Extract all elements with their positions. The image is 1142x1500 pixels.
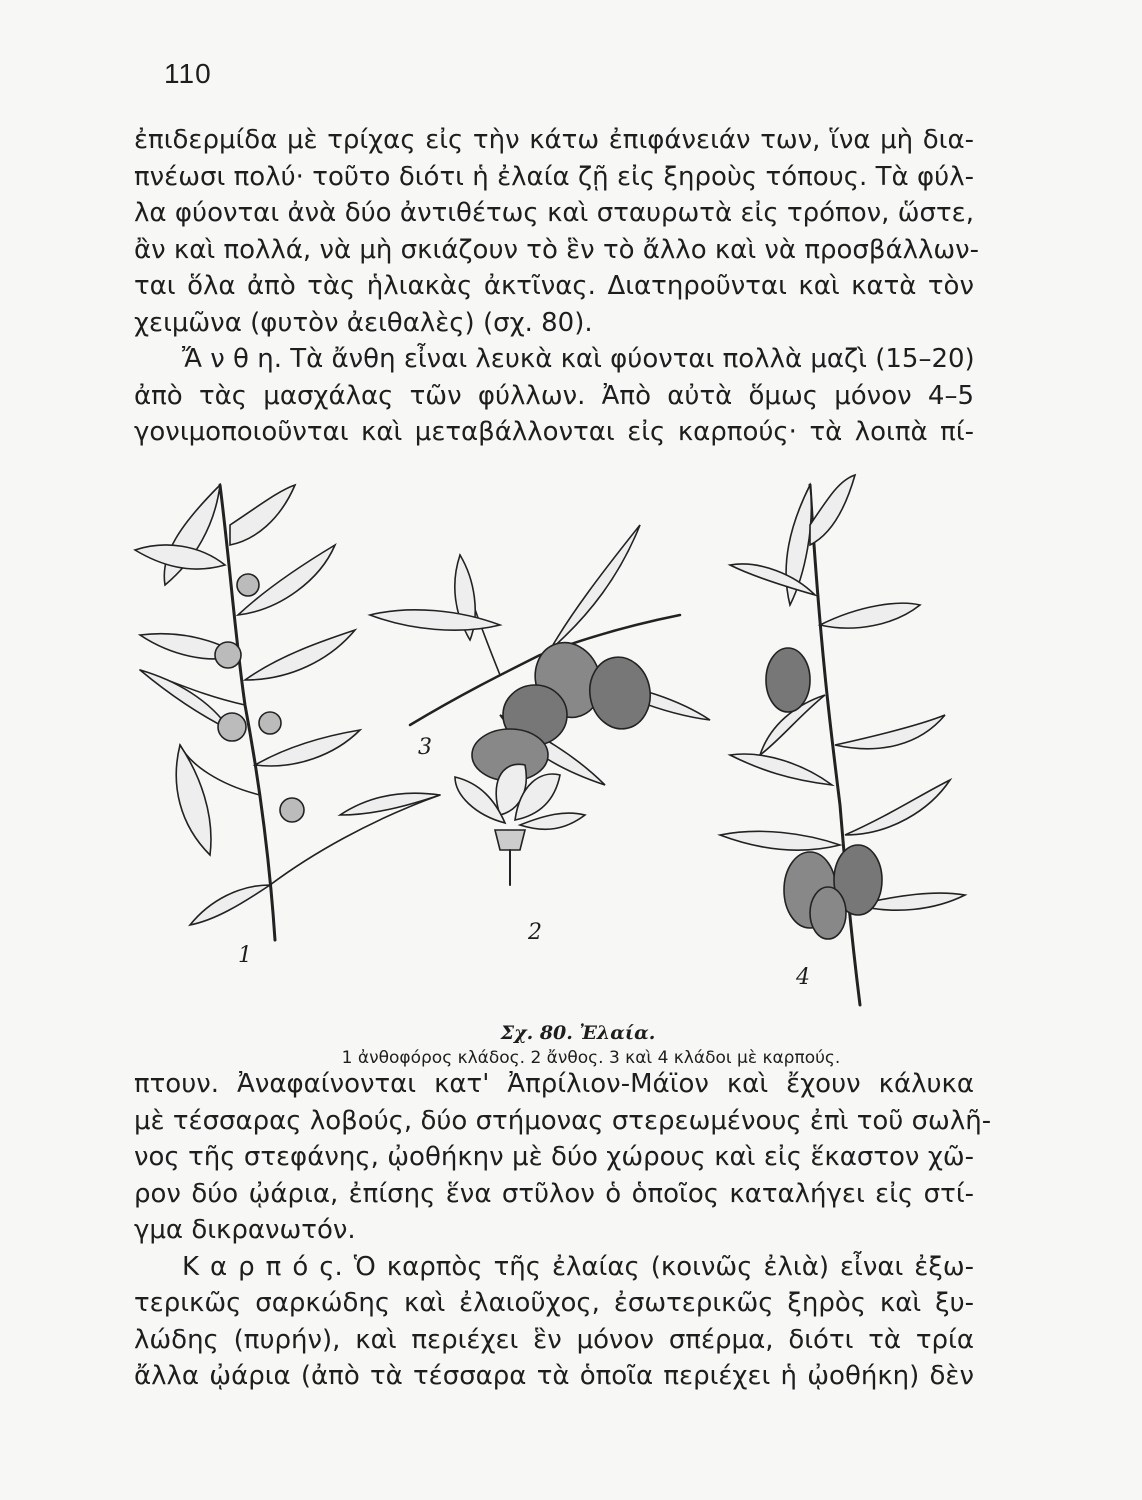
page-number: 110: [164, 58, 212, 89]
text-line: λα φύονται ἀνὰ δύο ἀντιθέτως καὶ σταυρωτὰ εἰς τρόπον, ὥστε,: [134, 198, 974, 228]
text-line: τερικῶς σαρκώδης καὶ ἐλαιοῦχος, ἐσωτερικῶς ξηρὸς καὶ ξυ-: [134, 1288, 974, 1318]
text-line: ἂν καὶ πολλά, νὰ μὴ σκιάζουν τὸ ἓν τὸ ἄλλο καὶ νὰ προσβάλλων-: [134, 234, 980, 265]
figure-caption-text: 1 ἀνθοφόρος κλάδος. 2 ἄνθος. 3 καὶ 4 κλάδοι μὲ καρπούς.: [341, 1048, 841, 1068]
olive-illustration: [120, 465, 980, 1020]
figure-label-1: 1: [238, 943, 252, 968]
figure-label-4: 4: [796, 965, 810, 990]
text-line: λώδης (πυρήν), καὶ περιέχει ἓν μόνον σπέρμα, διότι τὰ τρία: [134, 1324, 974, 1355]
text-line: γμα δικρανωτόν.: [134, 1215, 356, 1245]
text-line: Ἄ ν θ η. Τὰ ἄνθη εἶναι λευκὰ καὶ φύονται πολλὰ μαζὶ (15–20): [182, 344, 975, 374]
olive-flower-2: [455, 764, 585, 885]
figure-caption-title: Σχ. 80. Ἐλαία.: [500, 1022, 656, 1044]
olive-drawing: [120, 465, 980, 1020]
fruiting-branch-4: [720, 475, 965, 1005]
text-line: χειμῶνα (φυτὸν ἀειθαλὲς) (σχ. 80).: [134, 307, 593, 338]
text-line: πτουν. Ἀναφαίνονται κατ' Ἀπρίλιον-Μάϊον καὶ ἔχουν κάλυκα: [134, 1069, 974, 1099]
text-line: γονιμοποιοῦνται καὶ μεταβάλλονται εἰς καρπούς· τὰ λοιπὰ πί-: [134, 417, 974, 447]
text-line: ἄλλα ᾠάρια (ἀπὸ τὰ τέσσαρα τὰ ὁποῖα περιέχει ἡ ᾠοθήκη) δὲν: [134, 1361, 974, 1391]
text-line: Κ α ρ π ό ς. Ὁ καρπὸς τῆς ἐλαίας (κοινῶς ἐλιὰ) εἶναι ἐξω-: [182, 1251, 974, 1282]
figure-label-3: 3: [418, 735, 432, 760]
text-line: ρον δύο ᾠάρια, ἐπίσης ἕνα στῦλον ὁ ὁποῖος καταλήγει εἰς στί-: [134, 1178, 974, 1209]
text-line: νος τῆς στεφάνης, ᾠοθήκην μὲ δύο χώρους καὶ εἰς ἕκαστον χῶ-: [134, 1142, 974, 1172]
text-line: ἀπὸ τὰς μασχάλας τῶν φύλλων. Ἀπὸ αὐτὰ ὅμως μόνον 4–5: [134, 380, 974, 411]
text-line: μὲ τέσσαρας λοβούς, δύο στήμονας στερεωμένους ἐπὶ τοῦ σωλῆ-: [134, 1105, 992, 1136]
flowering-branch: [135, 485, 440, 940]
figure-label-2: 2: [528, 920, 542, 945]
body-text-top: [134, 122, 980, 451]
text-line: πνέωσι πολύ· τοῦτο διότι ἡ ἐλαία ζῇ εἰς ξηροὺς τόπους. Τὰ φύλ-: [134, 161, 974, 192]
body-text-bottom: [134, 1066, 992, 1395]
text-line: ἐπιδερμίδα μὲ τρίχας εἰς τὴν κάτω ἐπιφάνειάν των, ἵνα μὴ δια-: [134, 125, 974, 155]
text-line: ται ὅλα ἀπὸ τὰς ἡλιακὰς ἀκτῖνας. Διατηροῦνται καὶ κατὰ τὸν: [134, 271, 974, 301]
